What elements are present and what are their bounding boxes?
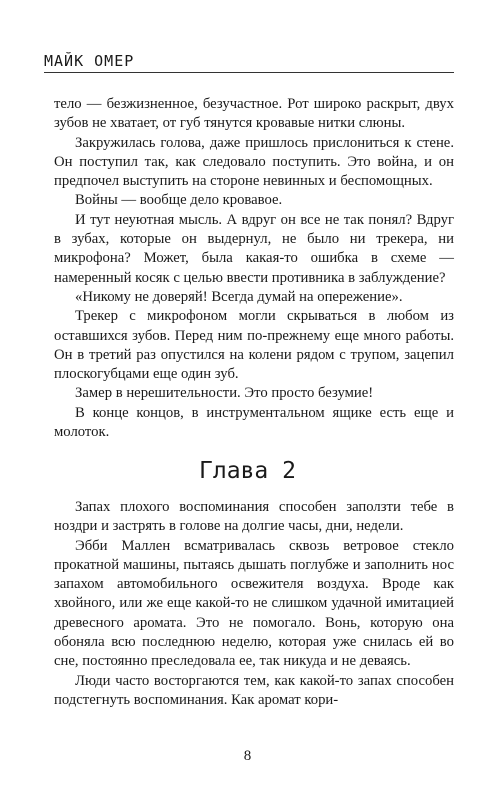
paragraph: Трекер с микрофоном могли скрываться в любом из оставшихся зубов. Перед ним по-прежнему еще много работы. Он в третий раз опустился на колени рядом с трупом, зацепил плоскогубцами еще один зуб. (54, 308, 454, 383)
paragraph: Войны — вообще дело кровавое. (75, 192, 283, 209)
page-number: 8 (243, 748, 252, 764)
header-rule (44, 72, 454, 73)
chapter-2-text (54, 498, 454, 710)
paragraph: Замер в нерешительности. Это просто безумие! (75, 385, 374, 402)
paragraph: Эбби Маллен всматривалась сквозь ветровое стекло прокатной машины, пытаясь дышать поглубже и заполнить нос запахом автомобильного освежителя воздуха. Вроде как хвойного, или же еще какой-то не слишком удачной имитацией древесного аромата. Это не помогало. Вонь, которую она обоняла всю последнюю неделю, которая уже снилась ей во сне, постоянно преследовала ее, так никуда и не деваясь. (54, 537, 454, 670)
paragraph: Люди часто восторгаются тем, как какой-то запах способен подстегнуть воспоминания. Как аромат кори- (54, 672, 454, 708)
paragraph: Закружилась голова, даже пришлось прислониться к стене. Он поступил так, как следовало поступить. Это война, и он предпочел выступить на стороне невинных и беспомощных. (54, 134, 454, 190)
chapter-1-ending-text (54, 95, 454, 442)
paragraph: «Никому не доверяй! Всегда думай на опережение». (75, 288, 403, 305)
paragraph: В конце концов, в инструментальном ящике есть еще и молоток. (54, 404, 454, 441)
chapter-heading: Глава 2 (199, 458, 296, 484)
running-head-author: МАЙК ОМЕР (44, 52, 135, 70)
paragraph: Запах плохого воспоминания способен заползти тебе в ноздри и застрять в голове на долгие часы, дни, недели. (54, 499, 454, 535)
paragraph: И тут неуютная мысль. А вдруг он все не так понял? Вдруг в зубах, которые он выдернул, не было ни трекера, ни микрофона? Может, была какая-то ошибка в схеме — намеренный косяк с целью ввести противника в заблуждение? (54, 211, 454, 286)
paragraph: тело — безжизненное, безучастное. Рот широко раскрыт, двух зубов не хватает, от губ тянутся кровавые нитки слюны. (54, 96, 454, 132)
